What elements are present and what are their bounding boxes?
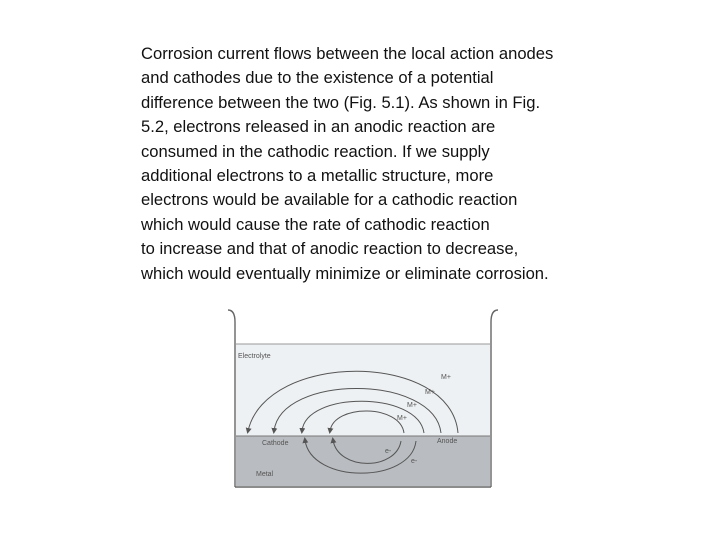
- metal-label: Metal: [256, 471, 274, 478]
- text-line: which would eventually minimize or eliminate corrosion.: [141, 263, 549, 283]
- ion-label: M+: [441, 374, 451, 381]
- electrolyte-label: Electrolyte: [238, 353, 271, 360]
- container-wall-left: [228, 310, 235, 487]
- text-line: consumed in the cathodic reaction. If we supply: [141, 141, 490, 161]
- ion-label: M+: [425, 389, 435, 396]
- electron-label: e-: [411, 458, 418, 465]
- text-line: 5.2, electrons released in an anodic reaction are: [141, 117, 496, 137]
- container-wall-right: [491, 310, 498, 487]
- corrosion-cell-figure: [226, 306, 506, 492]
- body-paragraph: [141, 42, 621, 286]
- cathode-label: Cathode: [262, 440, 289, 447]
- text-line: electrons would be available for a cathodic reaction: [141, 190, 518, 210]
- text-line: to increase and that of anodic reaction to decrease,: [141, 239, 519, 259]
- text-line: which would cause the rate of cathodic reaction: [141, 214, 490, 234]
- electrolyte-region: [236, 344, 490, 436]
- text-line: additional electrons to a metallic structure, more: [141, 166, 494, 186]
- text-line: Corrosion current flows between the local action anodes: [141, 44, 554, 63]
- text-line: difference between the two (Fig. 5.1). As shown in Fig.: [141, 92, 541, 112]
- electron-label: e-: [385, 448, 392, 455]
- ion-label: M+: [397, 415, 407, 422]
- corrosion-cell-diagram: [226, 306, 506, 492]
- ion-label: M+: [407, 402, 417, 409]
- anode-label: Anode: [437, 438, 458, 445]
- text-line: and cathodes due to the existence of a potential: [141, 68, 494, 88]
